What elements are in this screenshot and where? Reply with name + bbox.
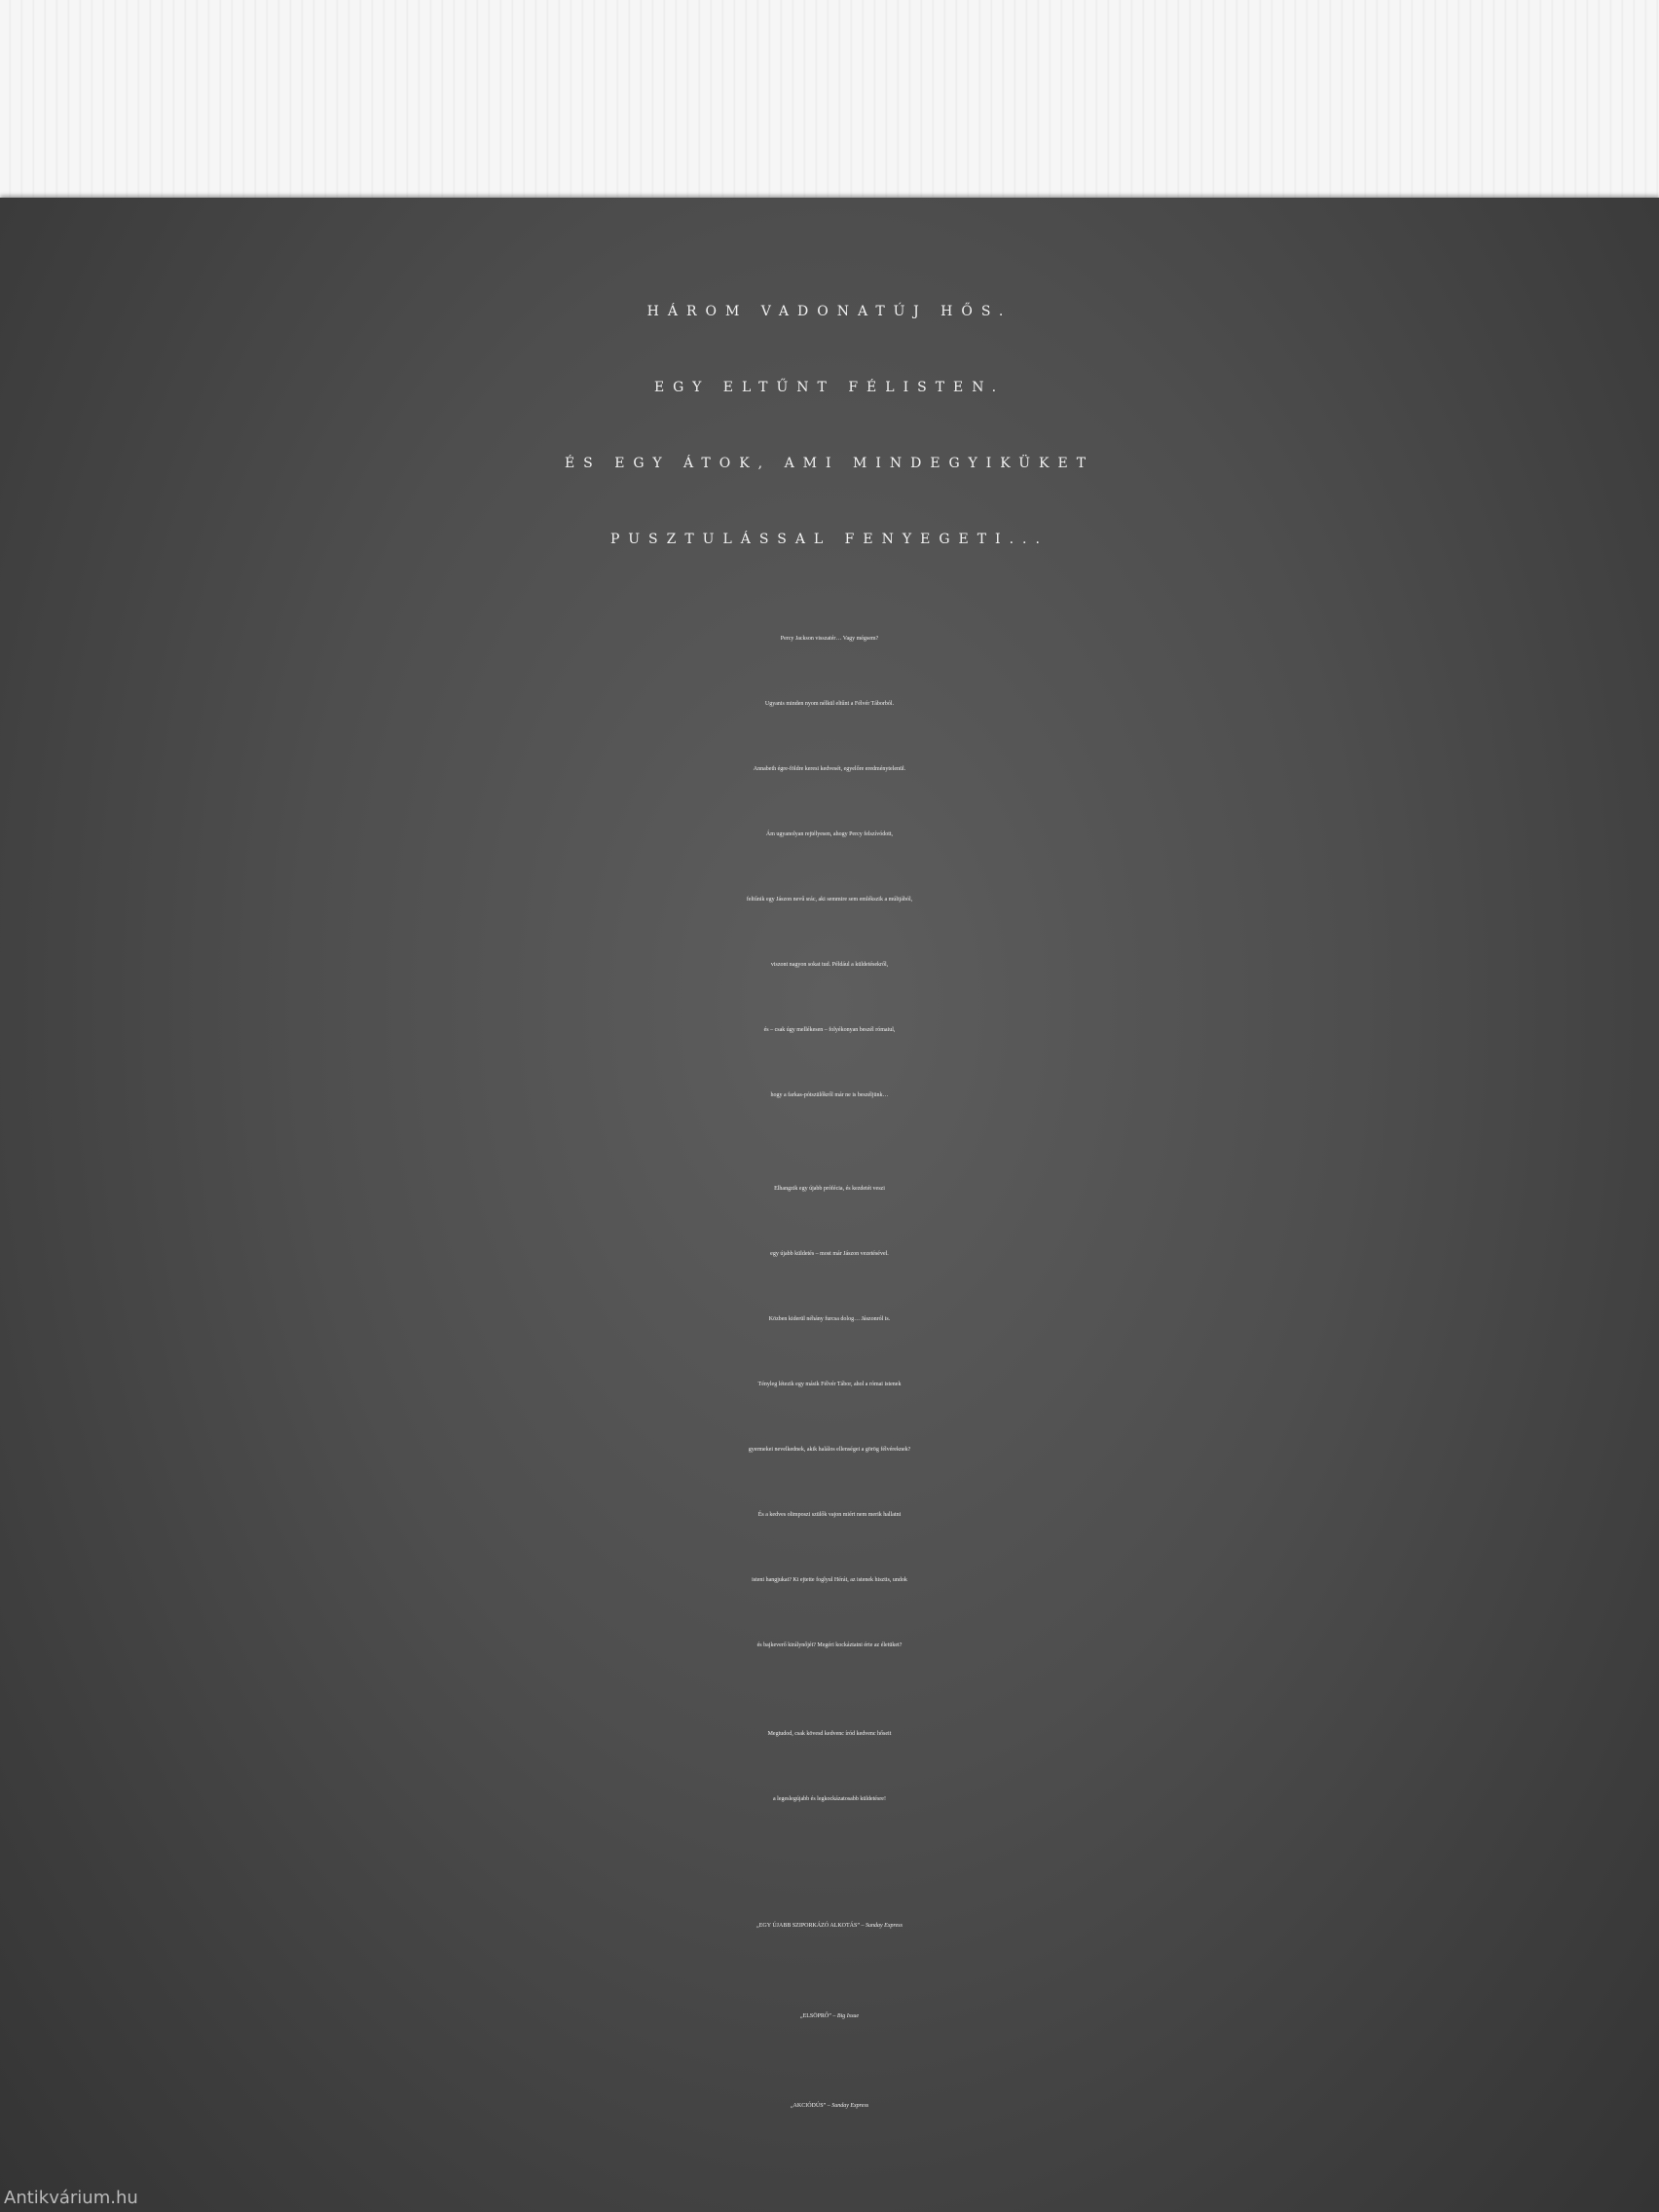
headline-line: EGY ELTŰNT FÉLISTEN. xyxy=(653,380,1006,395)
text-line: Ugyanis minden nyom nélkül eltűnt a Félvér Táborból. xyxy=(764,701,895,707)
text-line: Ám ugyanolyan rejtélyesen, ahogy Percy felszívódott, xyxy=(765,831,894,837)
review-quote xyxy=(0,2077,1659,2135)
quote-text: „AKCIÓDÚS” – xyxy=(790,2103,832,2109)
text-line: És a kedves olimposzi szülők vajon miért nem merik hallatni xyxy=(757,1512,902,1518)
text-line: hogy a farkas-pótszülőkről már ne is beszéljünk… xyxy=(770,1092,889,1098)
blurb-paragraph-1 xyxy=(0,607,1659,1128)
watermark: Antikvárium.hu xyxy=(4,2188,138,2208)
headline-line: HÁROM VADONATÚJ HŐS. xyxy=(646,304,1013,319)
text-line: isteni hangjukat? Ki ejtette foglyul Hérát, az istenek hisztis, undok xyxy=(752,1577,907,1583)
text-line: és bajkeverő királynőjét? Megéri kockáztatni érte az életüket? xyxy=(756,1642,903,1648)
blurb-paragraph-2 xyxy=(0,1157,1659,1678)
text-line: a legeslegújabb és legkockázatosabb küldetésre! xyxy=(773,1796,886,1802)
blurb-paragraph-3 xyxy=(0,1702,1659,1832)
text-line: egy újabb küldetés – most már Jászon vezetésével. xyxy=(770,1251,889,1257)
text-line: és – csak úgy mellékesen – folyékonyan beszél rómaiul, xyxy=(763,1027,896,1033)
text-line: Elhangzik egy újabb prófécia, és kezdetét veszi xyxy=(774,1186,885,1192)
quote-source: Big Issue xyxy=(836,2013,860,2019)
text-line: viszont nagyon sokat tud. Például a küldetésekről, xyxy=(770,962,889,968)
text-line: Tényleg létezik egy másik Félvér Tábor, ahol a római istenek xyxy=(757,1382,902,1387)
quote-text: „EGY ÚJABB SZIPORKÁZÓ ALKOTÁS” – xyxy=(756,1923,866,1929)
review-quote xyxy=(0,1987,1659,2046)
text-line: Megtudod, csak kövesd kedvenc íród kedvenc hőseit xyxy=(767,1731,892,1737)
book-back-cover xyxy=(0,198,1659,2212)
cover-headline xyxy=(0,274,1659,577)
text-line: feltűnik egy Jászon nevű srác, aki semmire sem emlékszik a múltjából, xyxy=(746,897,913,903)
quote-source: Sunday Express xyxy=(866,1923,903,1929)
quote-text: „ELSÖPRŐ” – xyxy=(799,2013,837,2019)
paper-background xyxy=(0,0,1659,200)
headline-line: PUSZTULÁSSAL FENYEGETI... xyxy=(610,532,1049,547)
quote-source: Sunday Express xyxy=(831,2103,869,2109)
text-line: Közben kiderül néhány furcsa dolog… Jászonról is. xyxy=(768,1316,891,1322)
review-quote xyxy=(0,1897,1659,1955)
text-line: Annabeth égre-földre keresi kedvesét, egyelőre eredménytelenül. xyxy=(753,766,906,772)
text-line: Percy Jackson visszatér… Vagy mégsem? xyxy=(780,636,879,642)
text-line: gyermekei nevelkednek, akik halálos ellenségei a görög félvéreknek? xyxy=(748,1447,911,1453)
headline-line: ÉS EGY ÁTOK, AMI MINDEGYIKÜKET xyxy=(564,456,1095,471)
